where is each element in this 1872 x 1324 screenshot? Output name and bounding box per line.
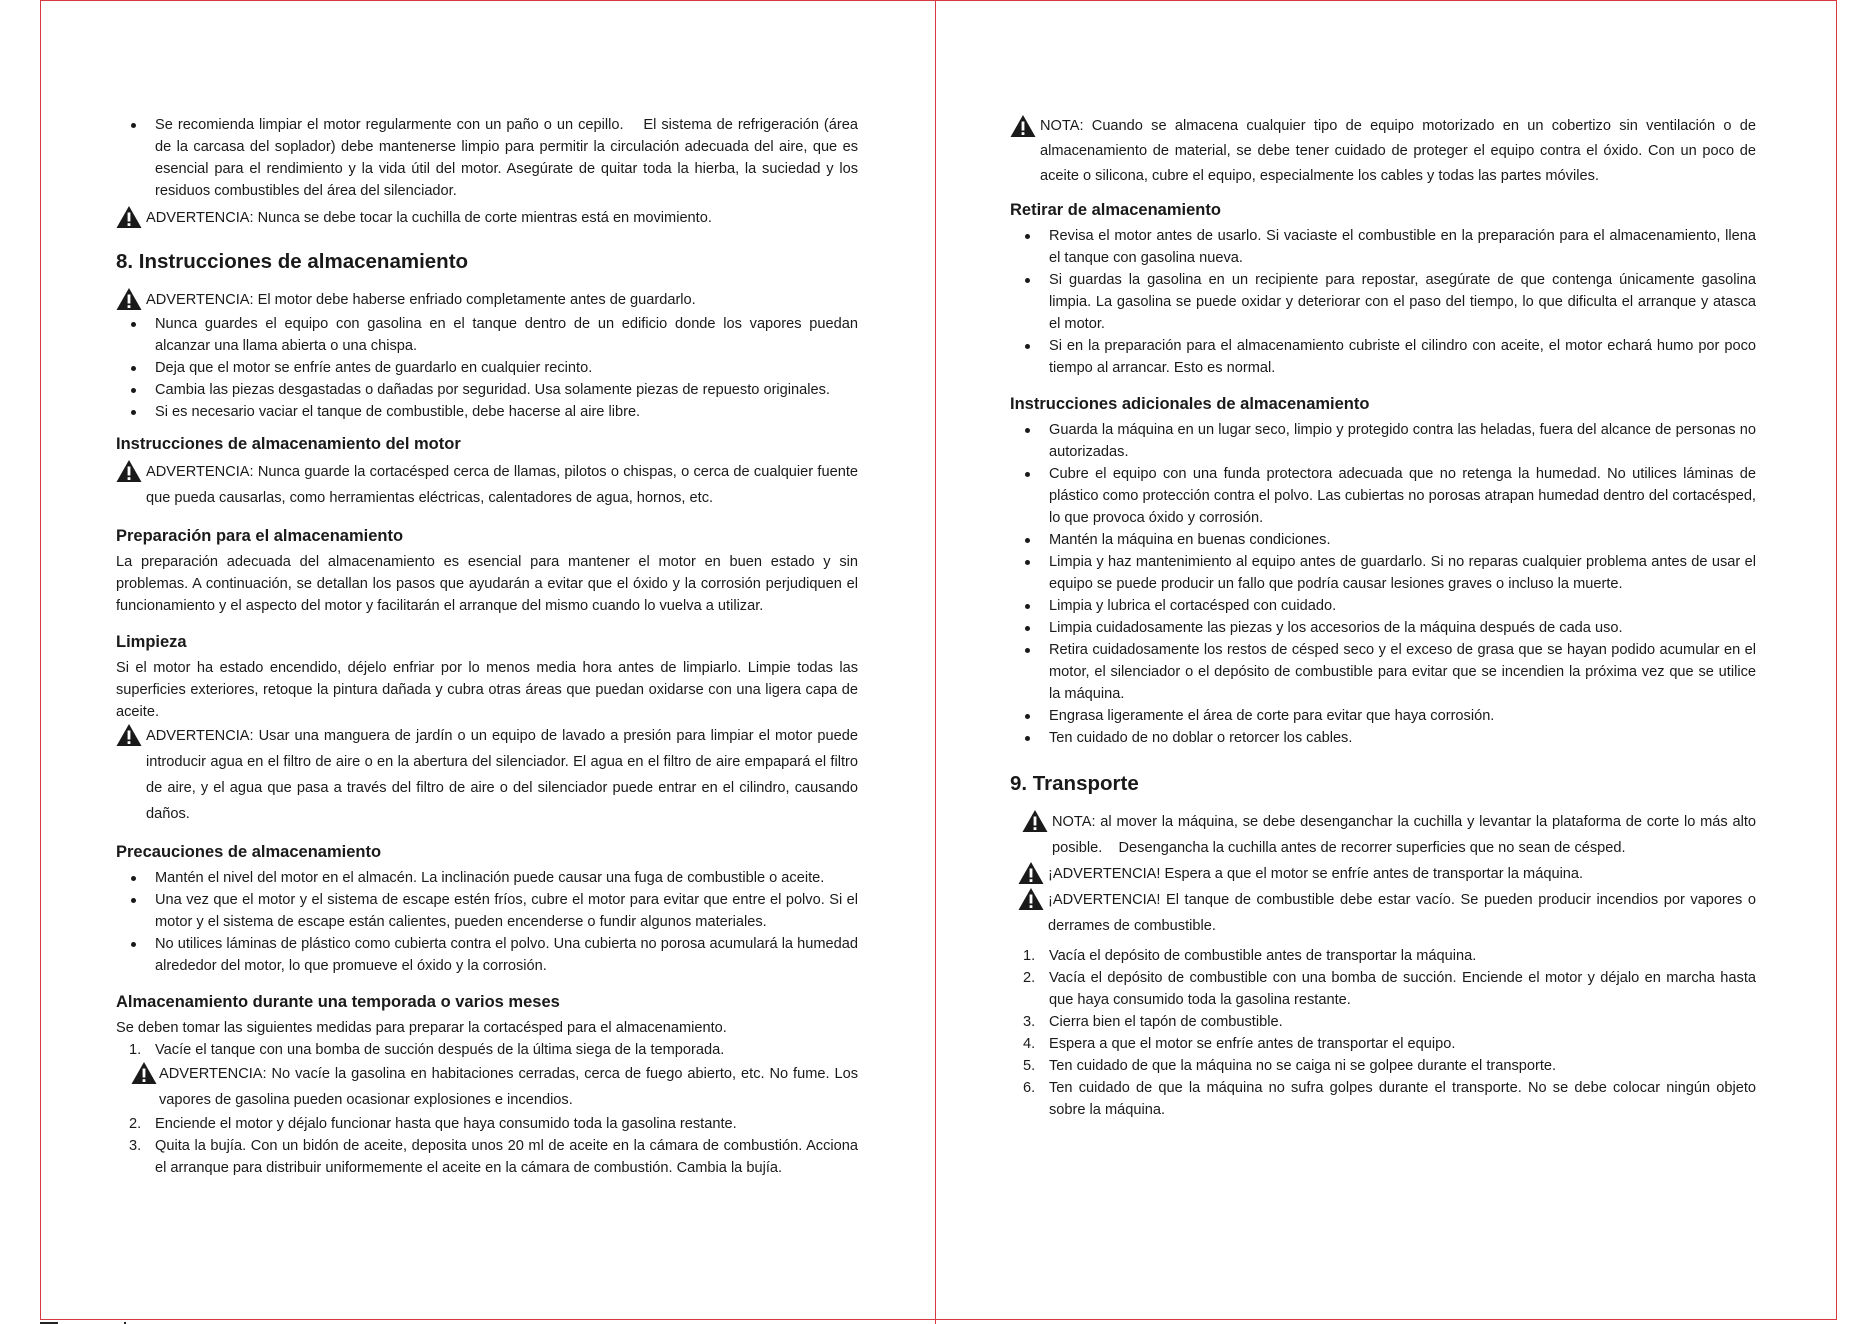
- paragraph: Se deben tomar las siguientes medidas para preparar la cortacésped para el almacenamiento.: [116, 1020, 727, 1036]
- list-item: Limpia cuidadosamente las piezas y los accesorios de la máquina después de cada uso.: [1010, 617, 1756, 639]
- section-title: 9. Transporte: [1010, 772, 1139, 795]
- list-item: Mantén la máquina en buenas condiciones.: [1010, 529, 1756, 551]
- list-item: Se recomienda limpiar el motor regularmente con un paño o un cepillo. El sistema de refrigeración (área de la carcasa del soplador) debe mantenerse limpio para permitir la circulación adecuada del aire, que es esencial para el rendimiento y la vida útil del motor. Asegúrate de quitar toda la hierba, la suciedad y los residuos combustibles del área del silenciador.: [116, 114, 858, 202]
- page-divider: [935, 0, 936, 1324]
- list-item: No utilices láminas de plástico como cubierta contra el polvo. Una cubierta no porosa acumulará la humedad alrededor del motor, lo que promueve el óxido y la corrosión.: [116, 933, 858, 977]
- list-item: 5. Ten cuidado de que la máquina no se caiga ni se golpee durante el transporte.: [1023, 1058, 1557, 1074]
- subsection-title: Limpieza: [116, 633, 187, 651]
- warning-triangle-icon: [131, 1061, 157, 1085]
- list-item: 6. Ten cuidado de que la máquina no sufra golpes durante el transporte. No se debe colocar ningún objeto sobre la máquina.: [1023, 1080, 1756, 1118]
- warning-note: ADVERTENCIA: Usar una manguera de jardín o un equipo de lavado a presión para limpiar el motor puede introducir agua en el filtro de aire o en la abertura del silenciador. El agua en el filtro de aire empapará el filtro de aire, y el agua que pasa a través del filtro de aire o del silenciador puede entrar en el cilindro, causando daños.: [116, 723, 858, 827]
- storage-list: [116, 313, 858, 423]
- list-item: 4. Espera a que el motor se enfríe antes de transportar el equipo.: [1023, 1036, 1456, 1052]
- nota-note: NOTA: al mover la máquina, se debe desenganchar la cuchilla y levantar la plataforma de corte lo más alto posible. Desengancha la cuchilla antes de recorrer superficies que no sean de césped.: [1022, 809, 1756, 861]
- list-item: Guarda la máquina en un lugar seco, limpio y protegido contra las heladas, fuera del alcance de personas no autorizadas.: [1010, 419, 1756, 463]
- list-item: 3. Cierra bien el tapón de combustible.: [1023, 1014, 1283, 1030]
- list-item: 2. Enciende el motor y déjalo funcionar hasta que haya consumido toda la gasolina restante.: [129, 1116, 737, 1132]
- nota-note: NOTA: Cuando se almacena cualquier tipo de equipo motorizado en un cobertizo sin ventilación o de almacenamiento de material, se debe tener cuidado de proteger el equipo contra el óxido. Con un poco de aceite o silicona, cubre el equipo, especialmente los cables y todas las partes móviles.: [1010, 114, 1756, 189]
- list-item: Si es necesario vaciar el tanque de combustible, debe hacerse al aire libre.: [116, 401, 858, 423]
- warning-note: ADVERTENCIA: Nunca se debe tocar la cuchilla de corte mientras está en movimiento.: [116, 205, 858, 231]
- list-item: Nunca guardes el equipo con gasolina en el tanque dentro de un edificio donde los vapores puedan alcanzar una llama abierta o una chispa.: [116, 313, 858, 357]
- list-item: Revisa el motor antes de usarlo. Si vaciaste el combustible en la preparación para el almacenamiento, llena el tanque con gasolina nueva.: [1010, 225, 1756, 269]
- list-item: Si en la preparación para el almacenamiento cubriste el cilindro con aceite, el motor echará humo por poco tiempo al arrancar. Esto es normal.: [1010, 335, 1756, 379]
- warning-triangle-icon: [116, 723, 142, 747]
- list-item: Cambia las piezas desgastadas o dañadas por seguridad. Usa solamente piezas de repuesto originales.: [116, 379, 858, 401]
- list-item: Ten cuidado de no doblar o retorcer los cables.: [1010, 727, 1756, 749]
- list-item: Limpia y haz mantenimiento al equipo antes de guardarlo. Si no reparas cualquier problema antes de usar el equipo se puede producir un fallo que podría causar lesiones graves o incluso la muerte.: [1010, 551, 1756, 595]
- intro-list: [116, 114, 858, 202]
- season-steps: [116, 1113, 858, 1179]
- subsection-title: Retirar de almacenamiento: [1010, 201, 1221, 219]
- warning-note: ¡ADVERTENCIA! El tanque de combustible debe estar vacío. Se pueden producir incendios por vapores o derrames de combustible.: [1018, 887, 1756, 939]
- precaution-list: [116, 867, 858, 977]
- list-item: Limpia y lubrica el cortacésped con cuidado.: [1010, 595, 1756, 617]
- list-item: Engrasa ligeramente el área de corte para evitar que haya corrosión.: [1010, 705, 1756, 727]
- warning-triangle-icon: [1018, 861, 1044, 885]
- warning-triangle-icon: [1018, 887, 1044, 911]
- list-item: Retira cuidadosamente los restos de césped seco y el exceso de grasa que se hayan podido acumular en el motor, el silenciador o el depósito de combustible para evitar que se incendien la próxima vez que se utilice la máquina.: [1010, 639, 1756, 705]
- right-page: [1010, 114, 1756, 1121]
- subsection-title: Almacenamiento durante una temporada o varios meses: [116, 993, 560, 1011]
- season-steps: [116, 1039, 858, 1061]
- list-item: Una vez que el motor y el sistema de escape estén fríos, cubre el motor para evitar que entre el polvo. Si el motor y el sistema de escape están calientes, pueden encenderse o fundir algunos materiales.: [116, 889, 858, 933]
- warning-triangle-icon: [116, 287, 142, 311]
- section-title: 8. Instrucciones de almacenamiento: [116, 250, 469, 273]
- warning-note: ADVERTENCIA: Nunca guarde la cortacésped cerca de llamas, pilotos o chispas, o cerca de cualquier fuente que pueda causarlas, como herramientas eléctricas, calentadores de agua, hornos, etc.: [116, 459, 858, 511]
- list-item: Si guardas la gasolina en un recipiente para repostar, asegúrate de que contenga únicamente gasolina limpia. La gasolina se puede oxidar y deteriorar con el paso del tiempo, lo que dificulta el arranque y atasca el motor.: [1010, 269, 1756, 335]
- subsection-title: Instrucciones de almacenamiento del motor: [116, 435, 461, 453]
- transport-steps: [1010, 945, 1756, 1121]
- list-item: 2. Vacía el depósito de combustible con una bomba de succión. Enciende el motor y déjalo en marcha hasta que haya consumido toda la gasolina restante.: [1023, 970, 1756, 1008]
- adicionales-list: [1010, 419, 1756, 749]
- warning-triangle-icon: [116, 459, 142, 483]
- paragraph: La preparación adecuada del almacenamiento es esencial para mantener el motor en buen estado y sin problemas. A continuación, se detallan los pasos que ayudarán a evitar que el óxido y la corrosión perjudiquen el funcionamiento y el aspecto del motor y facilitarán el arranque del mismo cuando lo vuelva a utilizar.: [116, 554, 858, 614]
- paragraph: Si el motor ha estado encendido, déjelo enfriar por lo menos media hora antes de limpiarlo. Limpie todas las superficies exteriores, retoque la pintura dañada y cubra otras áreas que puedan oxidarse con una ligera capa de aceite.: [116, 660, 858, 720]
- subsection-title: Instrucciones adicionales de almacenamiento: [1010, 395, 1370, 413]
- warning-note: ADVERTENCIA: No vacíe la gasolina en habitaciones cerradas, cerca de fuego abierto, etc. No fume. Los vapores de gasolina pueden ocasionar explosiones e incendios.: [131, 1061, 858, 1113]
- subsection-title: Preparación para el almacenamiento: [116, 527, 404, 545]
- list-item: Deja que el motor se enfríe antes de guardarlo en cualquier recinto.: [116, 357, 858, 379]
- warning-triangle-icon: [1010, 114, 1036, 138]
- retirar-list: [1010, 225, 1756, 379]
- left-page: [116, 114, 858, 1179]
- list-item: Cubre el equipo con una funda protectora adecuada que no retenga la humedad. No utilices láminas de plástico como protección contra el polvo. Las cubiertas no porosas atrapan humedad dentro del cortacésped, lo que provoca óxido y corrosión.: [1010, 463, 1756, 529]
- list-item: Mantén el nivel del motor en el almacén. La inclinación puede causar una fuga de combustible o aceite.: [116, 867, 858, 889]
- warning-triangle-icon: [1022, 809, 1048, 833]
- list-item: 1. Vacía el depósito de combustible antes de transportar la máquina.: [1023, 948, 1477, 964]
- warning-triangle-icon: [116, 205, 142, 229]
- list-item: 3. Quita la bujía. Con un bidón de aceite, deposita unos 20 ml de aceite en la cámara de combustión. Acciona el arranque para distribuir uniformemente el aceite en la cámara de combustión. Cambia la bujía.: [129, 1138, 858, 1176]
- warning-note: ¡ADVERTENCIA! Espera a que el motor se enfríe antes de transportar la máquina.: [1018, 861, 1756, 887]
- subsection-title: Precauciones de almacenamiento: [116, 843, 382, 861]
- warning-note: ADVERTENCIA: El motor debe haberse enfriado completamente antes de guardarlo.: [116, 287, 858, 313]
- list-item: 1. Vacíe el tanque con una bomba de succión después de la última siega de la temporada.: [129, 1042, 725, 1058]
